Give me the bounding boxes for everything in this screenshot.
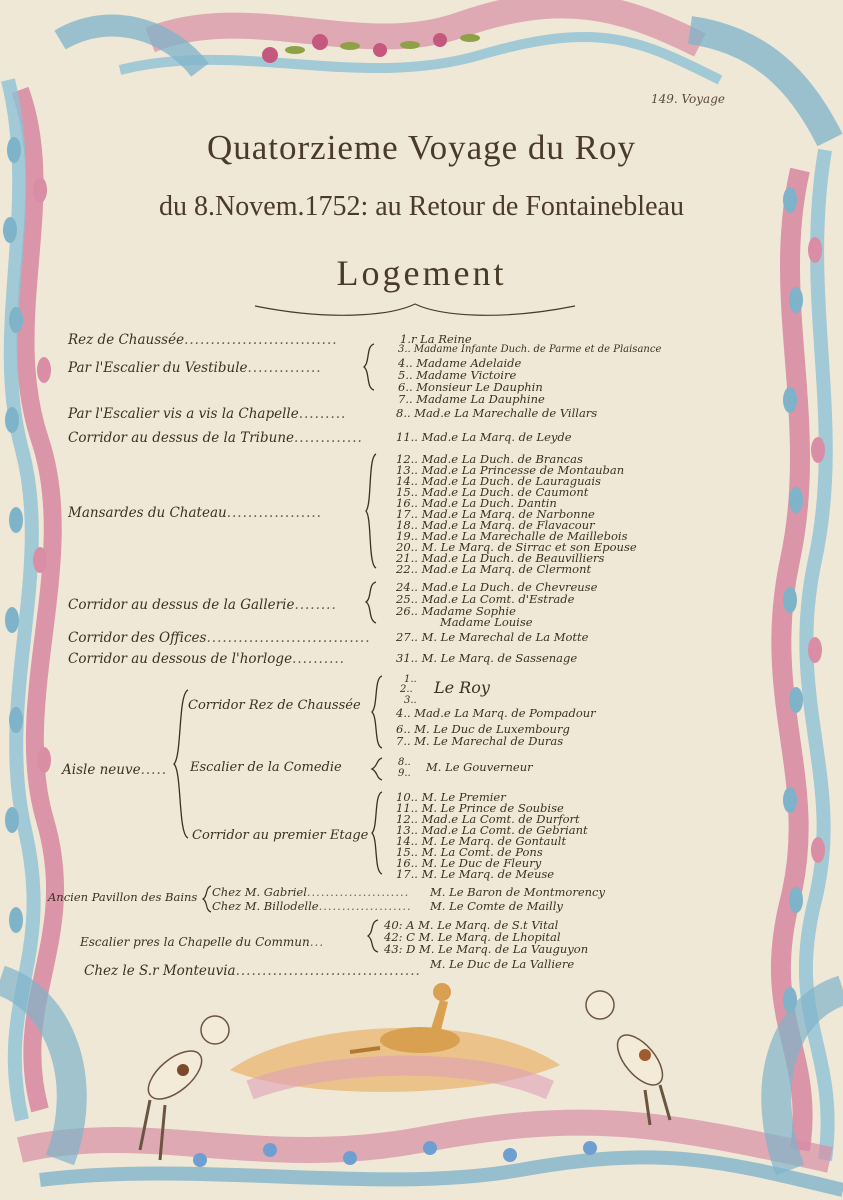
brace-mansardes	[362, 452, 382, 570]
label-aisle-rez: Corridor Rez de Chaussée	[188, 698, 361, 713]
label-chez-gabriel: Chez M. Gabriel......................	[212, 885, 410, 899]
entry-a14: 14.. M. Le Marq. de Gontault	[396, 834, 567, 848]
label-escalier-vestibule: Par l'Escalier du Vestibule..............	[68, 360, 322, 376]
entry-a3: 3..	[404, 695, 417, 706]
label-escalier-commun: Escalier pres la Chapelle du Commun...	[80, 935, 325, 949]
brace-vestibule	[360, 342, 380, 392]
entry-26b: Madame Louise	[440, 615, 533, 629]
entry-17: 17.. Mad.e La Marq. de Narbonne	[396, 507, 595, 521]
entry-c43: 43: D M. Le Marq. de La Vauguyon	[384, 942, 589, 956]
label-corridor-tribune: Corridor au dessus de la Tribune.............	[68, 430, 363, 446]
entry-a16: 16.. M. Le Duc de Fleury	[396, 856, 542, 870]
entry-a12: 12.. Mad.e La Comt. de Durfort	[396, 812, 580, 826]
entry-a2: 2..	[400, 684, 413, 695]
brace-pavillon	[200, 884, 214, 914]
entry-a6: 6.. M. Le Duc de Luxembourg	[396, 722, 570, 736]
dog-right-illustration	[586, 991, 671, 1125]
entry-1: 1.r La Reine	[400, 332, 472, 346]
label-chez-billodelle: Chez M. Billodelle....................	[212, 899, 412, 913]
entry-18: 18.. Mad.e La Marq. de Flavacour	[396, 518, 595, 532]
entry-20: 20.. M. Le Marq. de Sirrac et son Epouse	[396, 540, 637, 554]
entry-13: 13.. Mad.e La Princesse de Montauban	[396, 463, 625, 477]
entry-7: 7.. Madame La Dauphine	[398, 392, 545, 406]
label-aisle-neuve: Aisle neuve.....	[62, 762, 168, 778]
entry-8: 8.. Mad.e La Marechalle de Villars	[396, 406, 598, 420]
entry-26a: 26.. Madame Sophie	[396, 604, 516, 618]
label-corridor-horloge: Corridor au dessous de l'horloge..........	[68, 651, 345, 667]
brace-commun	[364, 918, 384, 954]
entry-le-roy: Le Roy	[434, 678, 490, 697]
entry-21: 21.. Mad.e La Duch. de Beauvilliers	[396, 551, 605, 565]
entry-a1: 1..	[404, 674, 417, 685]
entry-a15: 15.. M. La Comt. de Pons	[396, 845, 543, 859]
entry-15: 15.. Mad.e La Duch. de Caumont	[396, 485, 589, 499]
entry-a9: 9..	[398, 768, 411, 779]
title-line-2: du 8.Novem.1752: au Retour de Fontainebleau	[159, 191, 684, 222]
entry-d1: M. Le Duc de La Valliere	[430, 957, 575, 971]
entry-4: 4.. Madame Adelaide	[398, 356, 522, 370]
entry-a13: 13.. Mad.e La Comt. de Gebriant	[396, 823, 588, 837]
label-corridor-offices: Corridor des Offices...............................	[68, 630, 371, 646]
entry-22: 22.. Mad.e La Marq. de Clermont	[396, 562, 592, 576]
entry-14: 14.. Mad.e La Duch. de Lauraguais	[396, 474, 601, 488]
entry-a10: 10.. M. Le Premier	[396, 790, 506, 804]
entry-11: 11.. Mad.e La Marq. de Leyde	[396, 430, 572, 444]
entry-a4: 4.. Mad.e La Marq. de Pompadour	[396, 706, 596, 720]
entry-24: 24.. Mad.e La Duch. de Chevreuse	[396, 580, 598, 594]
label-pavillon-bains: Ancien Pavillon des Bains	[48, 890, 198, 904]
title-line-1: Quatorzieme Voyage du Roy	[206, 128, 637, 167]
entry-a11: 11.. M. Le Prince de Soubise	[396, 801, 564, 815]
brace-premier	[368, 790, 388, 876]
entry-27: 27.. M. Le Marechal de La Motte	[396, 630, 589, 644]
label-aisle-premier: Corridor au premier Etage	[192, 828, 369, 843]
title-swash	[250, 296, 580, 318]
entry-31: 31.. M. Le Marq. de Sassenage	[396, 651, 578, 665]
entry-16: 16.. Mad.e La Duch. Dantin	[396, 496, 557, 510]
label-aisle-comedie: Escalier de la Comedie	[190, 760, 342, 775]
entry-c40: 40: A M. Le Marq. de S.t Vital	[384, 918, 559, 932]
entry-b1: M. Le Baron de Montmorency	[430, 885, 605, 899]
label-chez-monteuvia: Chez le S.r Monteuvia...................................	[84, 963, 421, 979]
entry-25: 25.. Mad.e La Comt. d'Estrade	[396, 592, 575, 606]
entry-a8: 8..	[398, 757, 411, 768]
page-number: 149. Voyage	[650, 92, 725, 106]
brace-aisle-neuve	[168, 688, 192, 840]
entry-6: 6.. Monsieur Le Dauphin	[398, 380, 543, 394]
label-corridor-gallerie: Corridor au dessus de la Gallerie........	[68, 597, 337, 613]
entry-19: 19.. Mad.e La Marechalle de Maillebois	[396, 529, 628, 543]
label-mansardes: Mansardes du Chateau..................	[68, 505, 322, 521]
brace-aisle-rez	[368, 674, 388, 750]
entry-c42: 42: C M. Le Marq. de Lhopital	[384, 930, 561, 944]
brace-gallerie	[362, 580, 382, 625]
label-rez-de-chaussee: Rez de Chaussée.............................	[68, 332, 338, 348]
entry-3: 3.. Madame Infante Duch. de Parme et de Plaisance	[398, 344, 662, 355]
entry-a17: 17.. M. Le Marq. de Meuse	[396, 867, 555, 881]
entry-b2: M. Le Comte de Mailly	[430, 899, 563, 913]
label-escalier-chapelle: Par l'Escalier vis a vis la Chapelle.........	[68, 406, 347, 422]
title-line-3: Logement	[336, 253, 507, 293]
entry-5: 5.. Madame Victoire	[398, 368, 517, 382]
brace-comedie	[368, 756, 388, 782]
entry-a7: 7.. M. Le Marechal de Duras	[396, 734, 564, 748]
entry-gouverneur: M. Le Gouverneur	[426, 760, 533, 774]
entry-12: 12.. Mad.e La Duch. de Brancas	[396, 452, 583, 466]
